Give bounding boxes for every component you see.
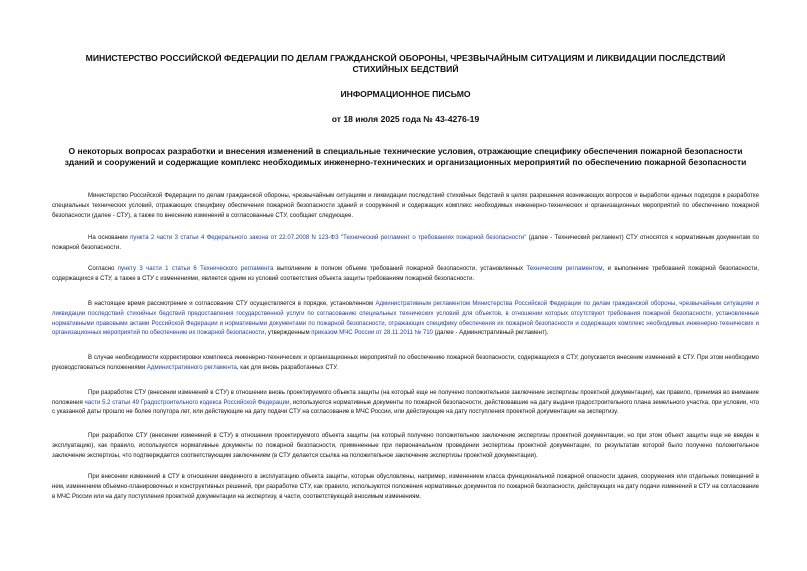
document-body — [52, 192, 759, 502]
admin-regulation-link[interactable]: Административным регламентом Министерства Российской Федерации по делам гражданской обороны, чрезвычайным ситуациям и ликвидации последствий стихийных бедствий предоставления государственной услуги по согласованию специальных технических условий для объектов, в отношении которых отсутствуют требования пожарной безопасности, установленные нормативными правовыми актами Российской Федерации и нормативными документами по пожарной безопасности, отражающих специфику обеспечения их пожарной безопасности и содержащих комплекс необходимых инженерно-технических и организационных мероприятий по обеспечению их пожарной безопасности — [52, 300, 759, 337]
paragraph-text: (далее - Административный регламент). — [432, 330, 549, 337]
admin-regulation-ref-link[interactable]: Административного регламента — [146, 364, 237, 371]
paragraph-text: В случае необходимости корректировки комплекса инженерно-технических и организационных мероприятий по обеспечению пожарной безопасности, содержащихся в СТУ, допускается внесение изменений в СТУ. При этом необходимо руководствоваться положениями — [52, 355, 759, 371]
document-type: ИНФОРМАЦИОННОЕ ПИСЬМО — [340, 89, 471, 99]
paragraph-text: При разработке СТУ (внесении изменений в СТУ) в отношении проектируемого объекта защиты (на который получено положительное заключение экспертизы проектной документации, но при этом объект защиты еще не введен в эксплуатацию), как правило, используются нормативные документы по пожарной безопасности, примененные при первоначальном проведении экспертизы проектной документации, по результатам которой было получено положительное заключение экспертизы, что подтверждается соответствующим заключением (в СТУ делается ссылка на положительное заключение экспертизы проектной документации). — [52, 433, 759, 459]
paragraph-text: , утвержденным — [264, 330, 312, 337]
article-6-link[interactable]: пункту 3 части 1 статьи 6 Технического регламента — [117, 266, 274, 273]
paragraph-text: На основании — [88, 235, 131, 242]
paragraph-text: , используются нормативные документы по пожарной безопасности, действовавшие на дату выдачи градостроительного плана земельного участка, при условии, что с указанной даты прошло не более полутора лет, или действующие на дату подачи СТУ на согласование в МЧС России, или действующие на дату поступления проектной документации на экспертизу. — [52, 399, 759, 416]
paragraph-1 — [52, 192, 759, 221]
paragraph-text: В настоящее время рассмотрение и согласование СТУ осуществляется в порядке, установленном — [88, 300, 376, 307]
document-date-number: от 18 июля 2025 года № 43-4276-19 — [331, 114, 480, 124]
urban-code-link[interactable]: части 5.2 статьи 49 Градостроительного кодекса Российской Федерации — [84, 399, 290, 406]
paragraph-2 — [52, 234, 759, 254]
paragraph-text: , и выполнение требований пожарной безопасности, содержащихся в СТУ, а также в СТУ с изменениями, является одним из условий соответствия объекта защиты требованиям пожарной безопасности. — [52, 266, 759, 283]
paragraph-7 — [52, 432, 759, 461]
paragraph-text: , как для вновь разработанных СТУ. — [236, 364, 338, 371]
paragraph-text: Министерство Российской Федерации по делам гражданской обороны, чрезвычайным ситуациям и ликвидации последствий стихийных бедствий в целях разрешения возникающих вопросов и выработки единых подходов к разработке специальных технических условий, отражающих специфику обеспечения пожарной безопасности зданий и сооружений и содержащих комплекс необходимых инженерно-технических и организационных мероприятий по обеспечению пожарной безопасности (далее - СТУ), а также по внесению изменений в согласованные СТУ, сообщает следующее. — [52, 193, 759, 219]
paragraph-text: При внесении изменений в СТУ в отношении введенного в эксплуатацию объекта защиты, которые обусловлены, например, изменением класса функциональной пожарной опасности здания, сооружения или отдельных помещений в нем, изменением объемно-планировочных и конструктивных решений, при разработке СТУ, как правило, используются положения нормативных документов по пожарной безопасности, действующих на дату подачи изменений в СТУ на согласование в МЧС России или на дату поступления проектной документации на экспертизу, в части, соответствующей вносимым изменениям. — [52, 473, 759, 500]
paragraph-text: Согласно — [88, 266, 118, 273]
paragraph-text: При разработке СТУ (внесении изменений в СТУ) в отношении вновь проектируемого объекта защиты (на который еще не получено положительное заключение экспертизы проектной документации), как правило, принимая во внимание положения — [52, 389, 759, 406]
document-subject: О некоторых вопросах разработки и внесения изменений в специальные технические условия, отражающие специфику обеспечения пожарной безопасности зданий и сооружений и содержащие комплекс необходимых инженерно-технических и организационных мероприятий по обеспечению пожарной безопасности — [64, 146, 747, 167]
paragraph-4 — [52, 300, 759, 339]
ministry-name: МИНИСТЕРСТВО РОССИЙСКОЙ ФЕДЕРАЦИИ ПО ДЕЛАМ ГРАЖДАНСКОЙ ОБОРОНЫ, ЧРЕЗВЫЧАЙНЫМ СИТУАЦИЯМ И ЛИКВИДАЦИИ ПОСЛЕДСТВИЙ СТИХИЙНЫХ БЕДСТВИЙ — [85, 53, 726, 74]
paragraph-text: (далее - Технический регламент) СТУ относятся к нормативным документам по пожарной безопасности. — [52, 235, 760, 252]
paragraph-5 — [52, 354, 759, 374]
law-123-fz-link[interactable]: пункта 2 части 3 статьи 4 Федерального закона от 22.07.2008 N 123-ФЗ "Технический регламент о требованиях пожарной безопасности" — [130, 235, 527, 242]
paragraph-3 — [52, 265, 759, 285]
paragraph-6 — [52, 389, 759, 418]
tech-regulation-link[interactable]: Техническим регламентом — [526, 266, 603, 273]
paragraph-8 — [52, 473, 759, 502]
order-710-link[interactable]: приказом МЧС России от 28.11.2011 № 710 — [311, 330, 433, 337]
paragraph-text: выполнение в полном объеме требований пожарной безопасности, установленных — [273, 266, 527, 273]
